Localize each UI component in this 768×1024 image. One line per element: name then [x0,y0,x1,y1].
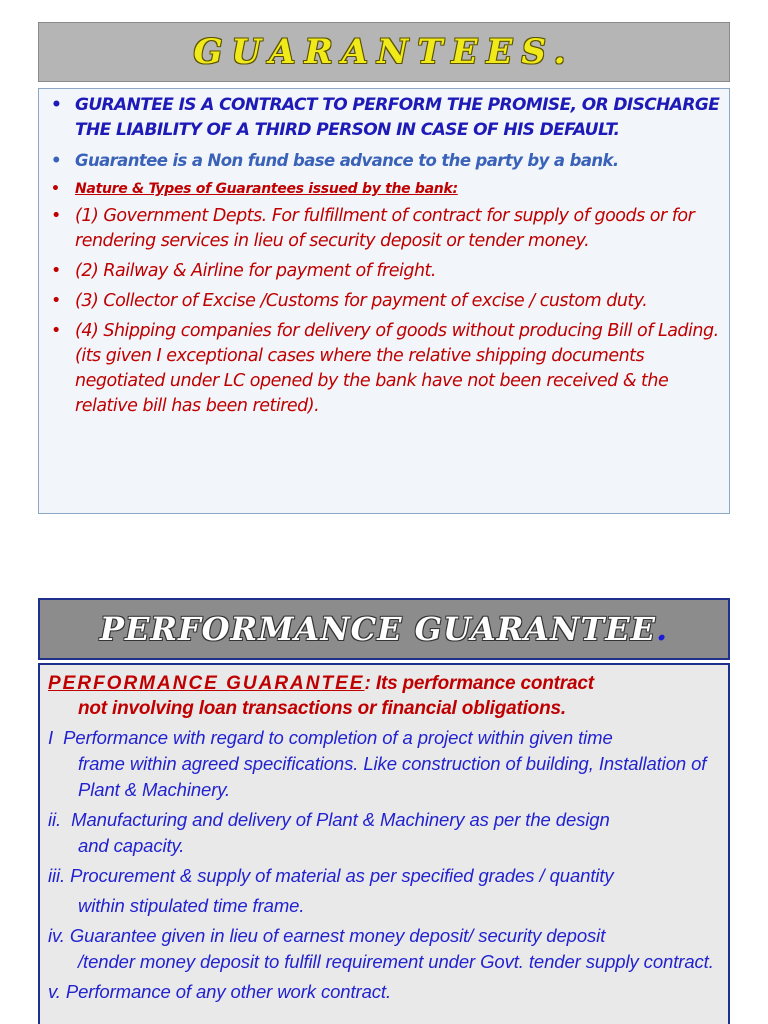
performance-heading-first: Its performance contract [370,673,594,694]
item-first-line: Guarantee given in lieu of earnest money deposit/ security deposit [69,925,606,946]
bullet-marker: • [51,321,61,341]
slide1-title: GUARANTEES. [193,32,575,72]
slide2-title-bar [38,598,730,660]
item-rest: within stipulated time frame. [78,895,305,916]
slide1-content-box [38,88,730,514]
bullet-marker: • [51,151,61,170]
performance-heading-colon: : [364,673,371,694]
performance-item-5 [48,979,722,1005]
item-marker: I [48,727,54,748]
bullet-text: (3) Collector of Excise /Customs for payment of excise / custom duty. [75,291,648,311]
item-first-line: Performance with regard to completion of a project within given time [63,727,613,748]
performance-heading-rest: not involving loan transactions or financial obligations. [78,698,566,719]
slide2-title-text: PERFORMANCE GUARANTEE [99,610,656,648]
slide2-title [100,610,668,648]
slide2-content-box [38,663,730,1024]
item-first-line: Procurement & supply of material as per specified grades / quantity [70,865,614,886]
bullet-text: Nature & Types of Guarantees issued by the bank: [75,181,458,197]
bullet-type-2 [47,259,721,284]
performance-heading-label: PERFORMANCE GUARANTEE [48,673,365,694]
bullet-type-4 [47,319,721,419]
item-marker: ii. [48,809,62,830]
bullet-text: Guarantee is a Non fund base advance to the party by a bank. [75,151,619,170]
bullet-definition [47,93,721,143]
performance-item-2 [48,807,722,859]
bullet-marker: • [51,261,61,281]
bullet-text: (2) Railway & Airline for payment of freight. [75,261,436,281]
item-rest: and capacity. [78,835,185,856]
bullet-text: (4) Shipping companies for delivery of goods without producing Bill of Lading.(its given I exceptional cases where the relative shipping documents negotiated under LC opened by the bank have not been received & the relative bill has been retired). [75,321,719,416]
performance-item-1 [48,725,722,803]
performance-item-3 [48,863,722,919]
performance-item-4 [48,923,722,975]
bullet-marker: • [51,181,60,197]
slide2-title-dot: . [655,610,669,648]
bullet-non-fund [47,148,721,174]
bullet-text: GURANTEE IS A CONTRACT TO PERFORM THE PROMISE, OR DISCHARGE THE LIABILITY OF A THIRD PERSON IN CASE OF HIS DEFAULT. [75,95,720,140]
item-first-line: Manufacturing and delivery of Plant & Machinery as per the design [71,809,610,830]
bullet-nature-heading [47,179,721,199]
item-marker: iii. [48,865,66,886]
performance-heading [48,671,722,721]
bullet-marker: • [51,291,61,311]
bullet-text: (1) Government Depts. For fulfillment of contract for supply of goods or for rendering services in lieu of security deposit or tender money. [75,206,695,251]
bullet-type-1 [47,204,721,254]
item-first-line: Performance of any other work contract. [65,981,392,1002]
item-marker: iv. [48,925,65,946]
slide1-title-bar [38,22,730,82]
bullet-type-3 [47,289,721,314]
bullet-marker: • [51,206,61,226]
item-rest: /tender money deposit to fulfill requirement under Govt. tender supply contract. [78,951,714,972]
item-rest: frame within agreed specifications. Like construction of building, Installation of Plant & Machinery. [78,753,707,800]
bullet-marker: • [51,95,62,115]
item-marker: v. [48,981,61,1002]
